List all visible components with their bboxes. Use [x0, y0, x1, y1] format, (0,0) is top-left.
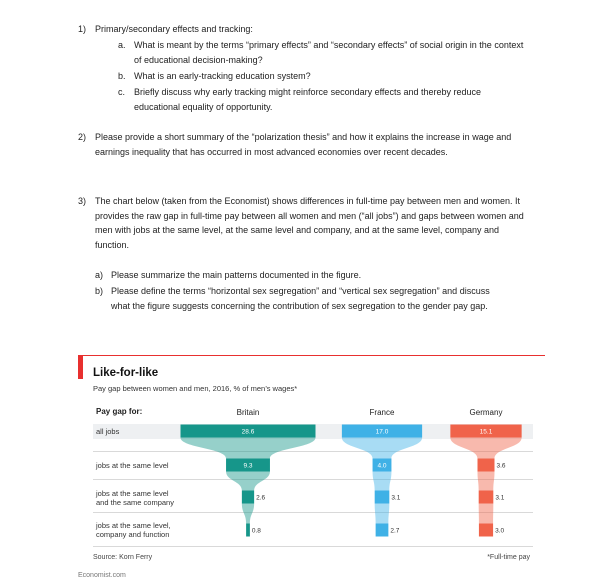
column-header-germany: Germany [469, 408, 503, 417]
sub-text: Please summarize the main patterns documented in the figure. [111, 270, 362, 280]
chart-title: Like-for-like [93, 367, 159, 379]
bar-value-label: 3.1 [391, 494, 401, 502]
question-number: 2) [78, 132, 87, 142]
question-text: The chart below (taken from the Economist) shows differences in full-time pay between men and women. It provides the raw gap in full-time pay between all women and men (“all jobs”) and gaps between women and men with jobs at the same level, at the same level and company, and at the same level, company and function. [95, 196, 524, 250]
funnel-connector-france [342, 438, 422, 459]
bar-value-label: 28.6 [241, 428, 255, 436]
funnel-connector-britain [181, 438, 316, 459]
sub-letter: c. [118, 87, 126, 97]
sub-text: Briefly discuss why early tracking might reinforce secondary effects and thereby reduce educational equality of opportunity. [134, 87, 481, 112]
row-label-line: jobs at the same level [96, 461, 169, 470]
row-label-line: jobs at the same level, [96, 521, 171, 530]
bar-britain-row-2 [242, 491, 254, 504]
bar-value-label: 15.1 [479, 428, 493, 436]
funnel-connector-france [375, 504, 390, 524]
funnel-connector-france [373, 472, 392, 491]
chart-subtitle: Pay gap between women and men, 2016, % of men’s wages* [93, 384, 298, 393]
question-text: Primary/secondary effects and tracking: [95, 24, 253, 34]
bar-value-label: 0.8 [251, 527, 261, 535]
funnel-connector-germany [450, 438, 521, 459]
funnel-connector-britain [242, 504, 254, 524]
chart-credit: Economist.com [78, 572, 126, 579]
funnel-connector-germany [479, 504, 494, 524]
row-label-line: company and function [96, 530, 170, 539]
bar-germany-row-2 [479, 491, 494, 504]
chart-footnote: *Full-time pay [487, 554, 530, 561]
bar-value-label: 17.0 [375, 428, 389, 436]
question-number: 1) [78, 24, 87, 34]
bar-value-label: 3.1 [495, 494, 505, 502]
sub-letter: a) [95, 270, 104, 280]
funnel-connector-germany [478, 472, 495, 491]
sub-text: Please define the terms “horizontal sex segregation” and “vertical sex segregation” and discuss what the figure suggests concerning the contribution of sex segregation to the gender pay gap. [111, 286, 490, 311]
bar-britain-row-3 [246, 524, 250, 537]
column-header-britain: Britain [236, 408, 260, 417]
column-header-france: France [369, 408, 395, 417]
chart-source: Source: Korn Ferry [93, 554, 153, 561]
row-label-line: jobs at the same level [96, 489, 169, 498]
bar-germany-row-3 [479, 524, 493, 537]
sub-text: What is meant by the terms “primary effects” and “secondary effects” of social origin in the context of educational decision-making? [134, 40, 524, 65]
row-header: Pay gap for: [96, 407, 143, 416]
sub-letter: b) [95, 286, 104, 296]
row-label-line: and the same company [96, 498, 174, 507]
bar-value-label: 3.0 [495, 527, 505, 535]
bar-value-label: 4.0 [377, 462, 387, 470]
bar-france-row-3 [376, 524, 389, 537]
row-label-line: all jobs [96, 427, 120, 436]
bar-value-label: 2.6 [256, 494, 266, 502]
question-text: Please provide a short summary of the “polarization thesis” and how it explains the increase in wage and earnings inequality that has occurred in most advanced economies over recent decades. [95, 132, 512, 157]
funnel-connector-britain [226, 472, 270, 491]
bar-value-label: 3.6 [496, 462, 506, 470]
bar-value-label: 2.7 [390, 527, 400, 535]
sub-letter: b. [118, 71, 126, 81]
bar-france-row-2 [375, 491, 390, 504]
sub-text: What is an early-tracking education system? [134, 71, 311, 81]
question-number: 3) [78, 196, 87, 206]
sub-letter: a. [118, 40, 126, 50]
bar-germany-row-1 [478, 459, 495, 472]
bar-value-label: 9.3 [243, 462, 253, 470]
